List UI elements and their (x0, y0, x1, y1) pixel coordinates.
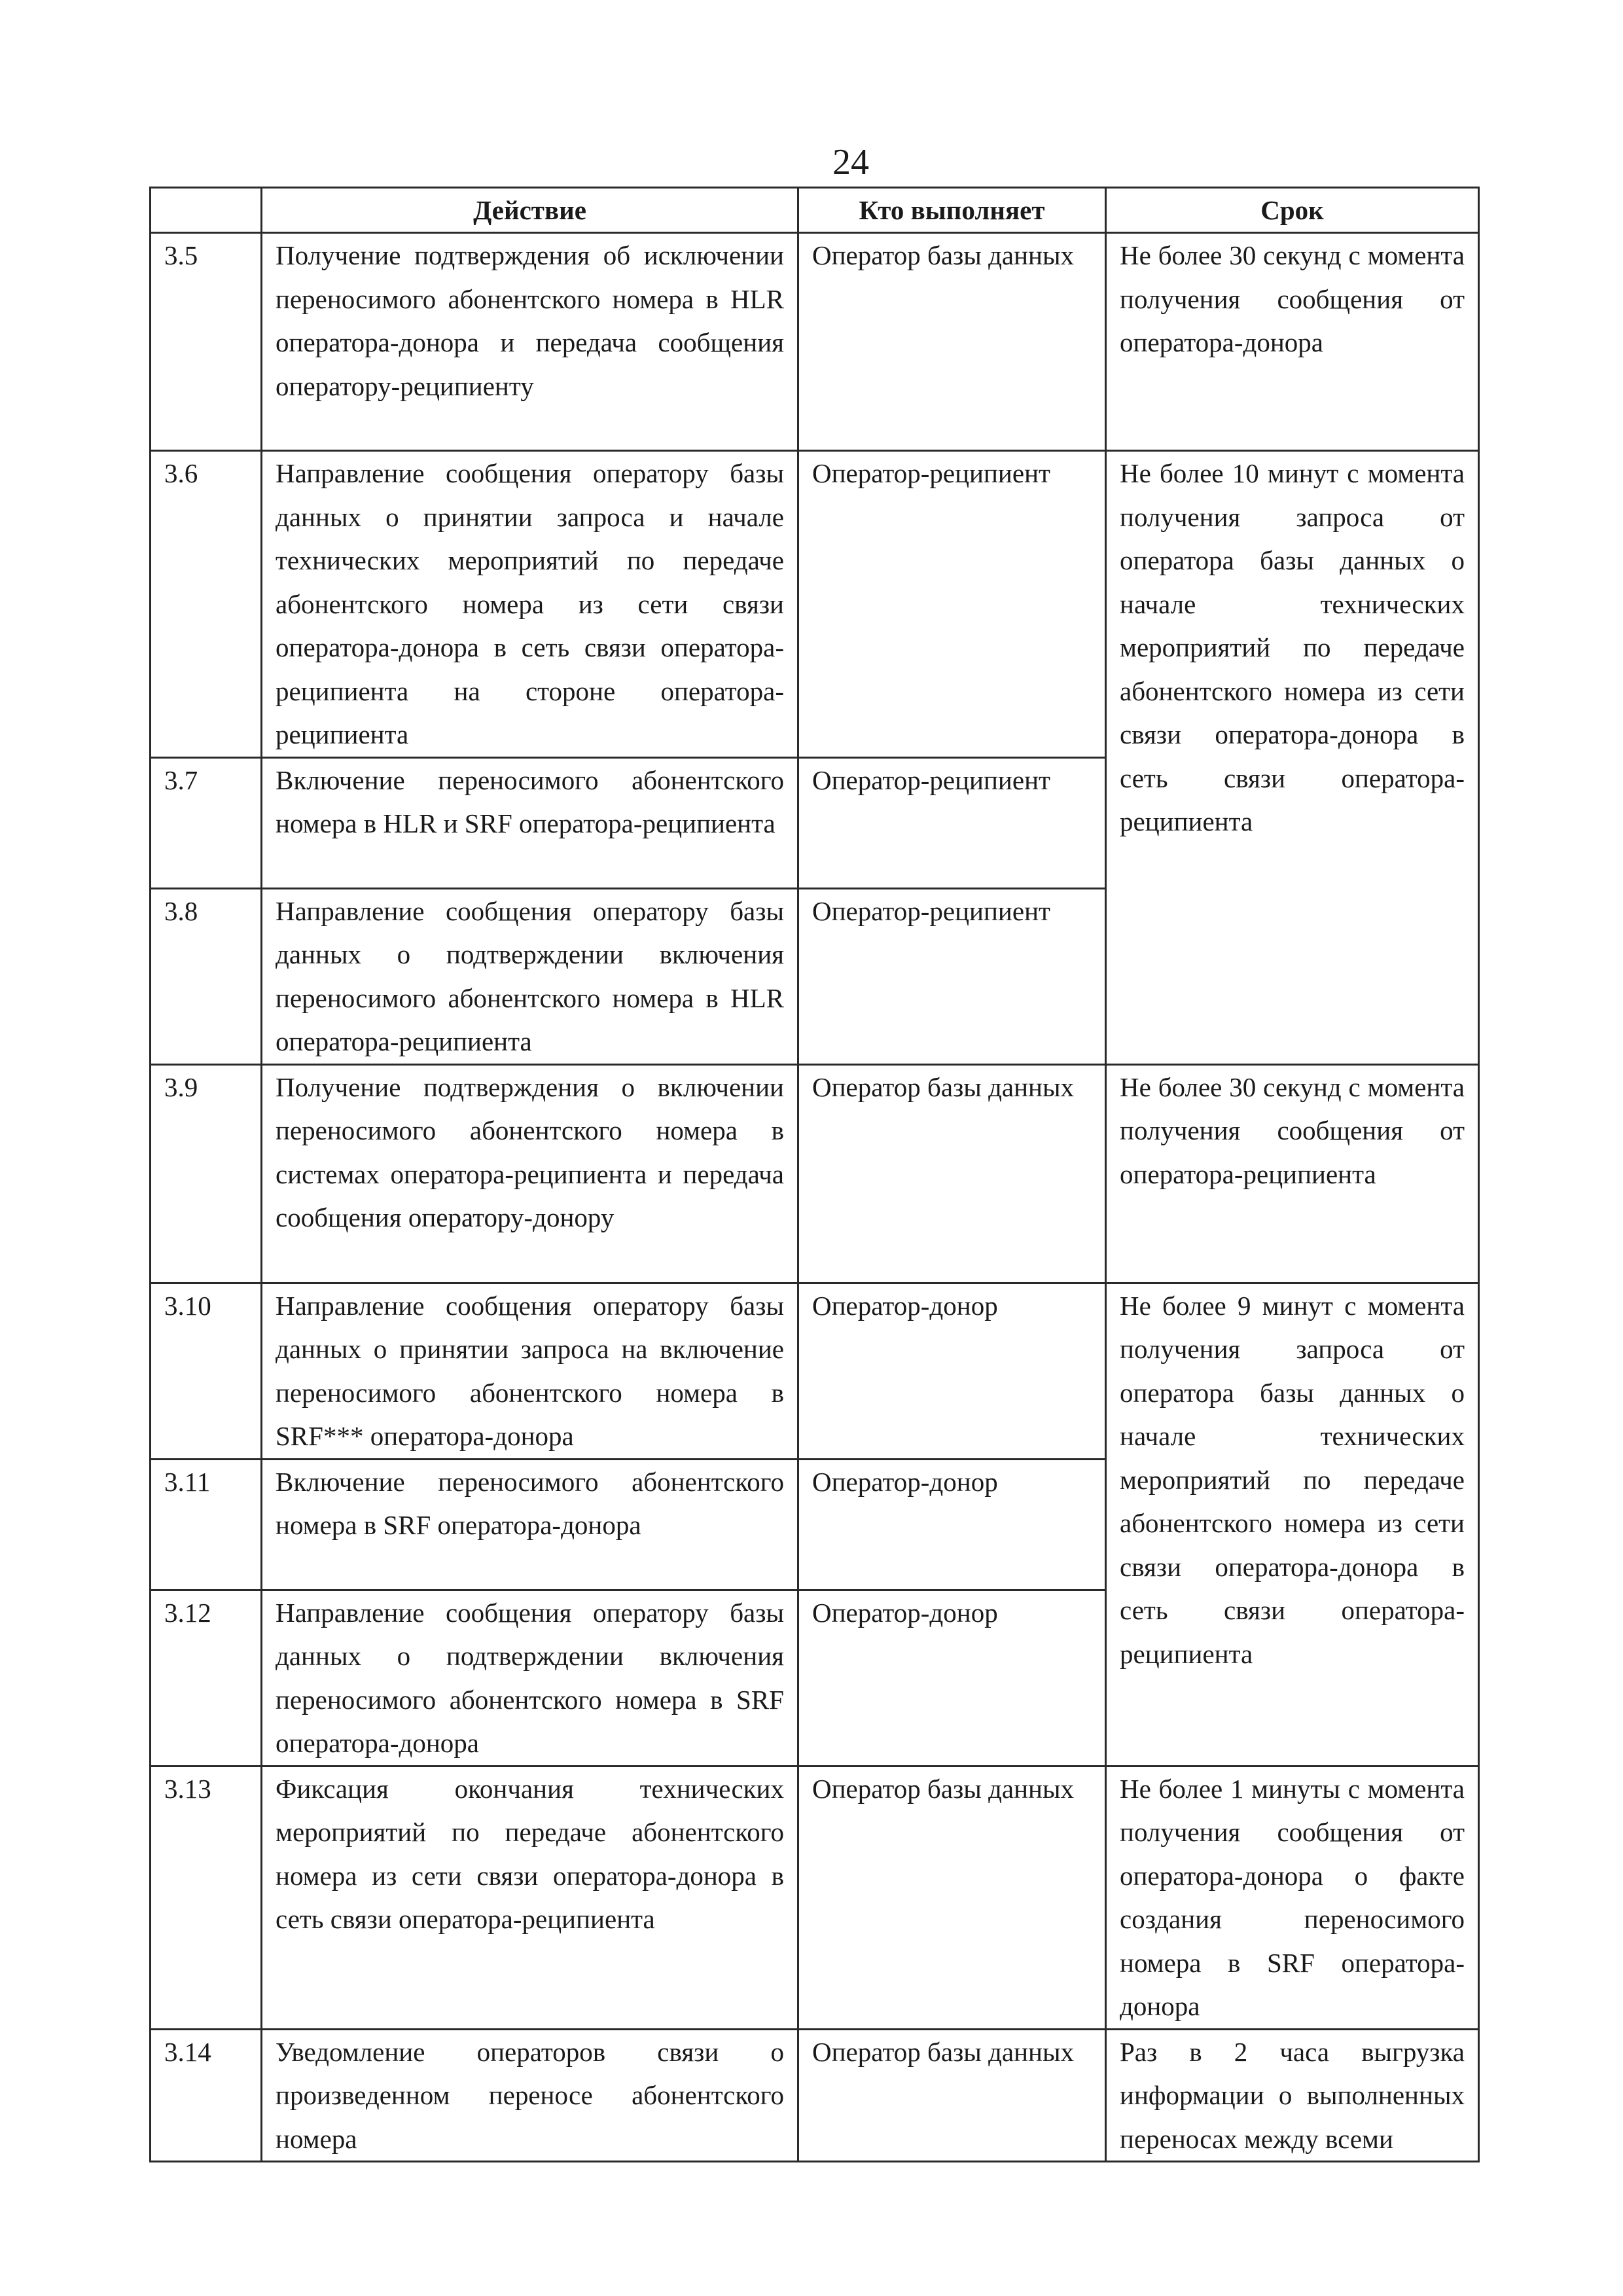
row-number: 3.14 (151, 2029, 262, 2162)
table-row (151, 233, 1479, 451)
row-term: Раз в 2 часа выгрузка информации о выполненных переносах между всеми (1106, 2029, 1479, 2162)
table-row (151, 1766, 1479, 2029)
row-performer: Оператор-донор (798, 1459, 1106, 1590)
merged-term-3-6-to-3-8: Не более 10 минут с момента получения запроса от оператора базы данных о начале технических мероприятий по передаче абонентского номера из сети связи оператора-донора в сеть связи оператора-реципиента (1106, 451, 1479, 1065)
row-action: Направление сообщения оператору базы данных о принятии запроса на включение переносимого абонентского номера в SRF*** оператора-донора (262, 1283, 798, 1459)
row-action: Включение переносимого абонентского номера в SRF оператора-донора (262, 1459, 798, 1590)
row-action: Направление сообщения оператору базы данных о принятии запроса и начале технических мероприятий по передаче абонентского номера из сети связи оператора-донора в сеть связи оператора-реципиента на стороне оператора-реципиента (262, 451, 798, 758)
porting-procedure-table (149, 187, 1480, 2162)
header-who: Кто выполняет (798, 188, 1106, 233)
header-num (151, 188, 262, 233)
row-term: Не более 30 секунд с момента получения сообщения от оператора-реципиента (1106, 1064, 1479, 1283)
table-row (151, 2029, 1479, 2162)
row-number: 3.13 (151, 1766, 262, 2029)
page-number: 24 (832, 142, 869, 183)
row-performer: Оператор базы данных (798, 233, 1106, 451)
row-number: 3.10 (151, 1283, 262, 1459)
row-number: 3.11 (151, 1459, 262, 1590)
row-action: Включение переносимого абонентского номера в HLR и SRF оператора-реципиента (262, 757, 798, 888)
row-action: Направление сообщения оператору базы данных о подтверждении включения переносимого абонентского номера в HLR оператора-реципиента (262, 888, 798, 1064)
row-performer: Оператор-донор (798, 1283, 1106, 1459)
header-action: Действие (262, 188, 798, 233)
row-action: Получение подтверждения об исключении переносимого абонентского номера в HLR оператора-донора и передача сообщения оператору-реципиенту (262, 233, 798, 451)
row-action: Получение подтверждения о включении переносимого абонентского номера в системах оператора-реципиента и передача сообщения оператору-донору (262, 1064, 798, 1283)
merged-term-3-10-to-3-12: Не более 9 минут с момента получения запроса от оператора базы данных о начале технических мероприятий по передаче абонентского номера из сети связи оператора-донора в сеть связи оператора-реципиента (1106, 1283, 1479, 1766)
row-performer: Оператор-донор (798, 1590, 1106, 1766)
row-performer: Оператор базы данных (798, 2029, 1106, 2162)
row-number: 3.6 (151, 451, 262, 758)
row-number: 3.8 (151, 888, 262, 1064)
row-performer: Оператор-реципиент (798, 451, 1106, 758)
row-action: Фиксация окончания технических мероприятий по передаче абонентского номера из сети связи оператора-донора в сеть связи оператора-реципиента (262, 1766, 798, 2029)
table-row (151, 1064, 1479, 1283)
row-term: Не более 30 секунд с момента получения сообщения от оператора-донора (1106, 233, 1479, 451)
row-number: 3.7 (151, 757, 262, 888)
row-number: 3.9 (151, 1064, 262, 1283)
header-row (151, 188, 1479, 233)
row-performer: Оператор-реципиент (798, 757, 1106, 888)
row-performer: Оператор-реципиент (798, 888, 1106, 1064)
row-performer: Оператор базы данных (798, 1064, 1106, 1283)
row-number: 3.5 (151, 233, 262, 451)
row-performer: Оператор базы данных (798, 1766, 1106, 2029)
table-row (151, 451, 1479, 758)
row-action: Направление сообщения оператору базы данных о подтверждении включения переносимого абонентского номера в SRF оператора-донора (262, 1590, 798, 1766)
row-number: 3.12 (151, 1590, 262, 1766)
table-row (151, 1283, 1479, 1459)
row-action: Уведомление операторов связи о произведенном переносе абонентского номера (262, 2029, 798, 2162)
row-term: Не более 1 минуты с момента получения сообщения от оператора-донора о факте создания переносимого номера в SRF оператора-донора (1106, 1766, 1479, 2029)
header-term: Срок (1106, 188, 1479, 233)
